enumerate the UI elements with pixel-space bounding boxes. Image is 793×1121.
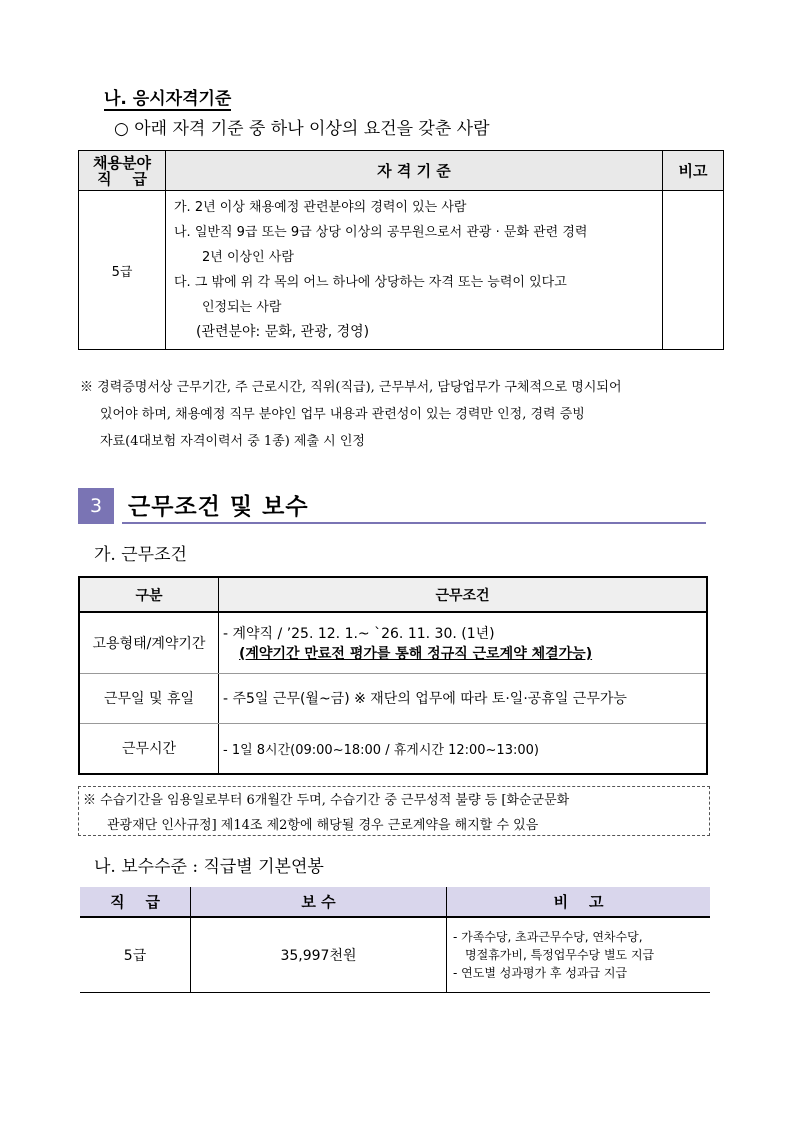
- note-line: 자료(4대보험 자격이력서 중 1종) 제출 시 인정: [100, 434, 365, 449]
- note-line: ※ 수습기간을 임용일로부터 6개월간 두며, 수습기간 중 근무성적 불량 등 [화순군문화: [83, 793, 570, 808]
- salary-table: [80, 887, 710, 993]
- criteria-item: 인정되는 사람: [202, 300, 282, 315]
- criteria-item: 나. 일반직 9급 또는 9급 상당 이상의 공무원으로서 관광 · 문화 관련 경력: [174, 225, 588, 240]
- header-grade: 직 급: [80, 887, 191, 917]
- row-label-hours: 근무시간: [79, 723, 219, 774]
- section-underline: [122, 522, 706, 524]
- remark-line: 명절휴가비, 특정업무수당 별도 지급: [465, 948, 655, 962]
- section-number: 3: [78, 488, 114, 524]
- qualification-intro: ○ 아래 자격 기준 중 하나 이상의 요건을 갖춘 사람: [114, 119, 490, 139]
- salary-amount: 35,997천원: [191, 917, 447, 993]
- row-value-employment: [219, 612, 708, 673]
- note-line: 있어야 하며, 채용예정 직무 분야인 업무 내용과 관련성이 있는 경력만 인정, 경력 증빙: [100, 407, 585, 422]
- salary-grade: 5급: [80, 917, 191, 993]
- grade-cell: 5급: [79, 191, 166, 350]
- salary-heading: 나. 보수수준 : 직급별 기본연봉: [94, 857, 324, 877]
- career-note: [80, 374, 730, 455]
- note-line: ※ 경력증명서상 근무기간, 주 근로시간, 직위(직급), 근무부서, 담당업무가 구체적으로 명시되어: [80, 380, 622, 395]
- note-line: 관광재단 인사규정] 제14조 제2항에 해당될 경우 근로계약을 해지할 수 있음: [107, 818, 539, 833]
- conversion-note: (계약기간 만료전 평가를 통해 정규직 근로계약 체결가능): [239, 645, 593, 662]
- remark-line: - 가족수당, 초과근무수당, 연차수당,: [453, 930, 643, 944]
- salary-remarks: [447, 917, 711, 993]
- remark-line: - 연도별 성과평가 후 성과급 지급: [453, 966, 628, 980]
- header-category: 구분: [79, 577, 219, 612]
- header-conditions: 근무조건: [219, 577, 708, 612]
- row-label-workdays: 근무일 및 휴일: [79, 673, 219, 723]
- qualification-table: [78, 150, 724, 350]
- criteria-item: 2년 이상인 사람: [202, 250, 294, 265]
- row-label-employment: 고용형태/계약기간: [79, 612, 219, 673]
- section-title: 근무조건 및 보수: [128, 494, 309, 520]
- header-field-grade: 채용분야 직 급: [79, 151, 166, 191]
- qualification-heading: 나. 응시자격기준: [104, 89, 232, 109]
- header-remark: 비고: [663, 151, 724, 191]
- employment-period: - 계약직 / ’25. 12. 1.~ `26. 11. 30. (1년): [223, 625, 495, 642]
- criteria-item: 가. 2년 이상 채용예정 관련분야의 경력이 있는 사람: [174, 200, 467, 215]
- header-pay: 보 수: [191, 887, 447, 917]
- header-criteria: 자 격 기 준: [166, 151, 663, 191]
- remark-cell: [663, 191, 724, 350]
- related-fields: (관련분야: 문화, 관광, 경영): [196, 324, 370, 340]
- row-value-workdays: - 주5일 근무(월~금) ※ 재단의 업무에 따라 토·일·공휴일 근무가능: [219, 673, 708, 723]
- criteria-item: 다. 그 밖에 위 각 목의 어느 하나에 상당하는 자격 또는 능력이 있다고: [174, 275, 567, 290]
- criteria-cell: [166, 191, 663, 350]
- header-remarks: 비 고: [447, 887, 711, 917]
- probation-note: [78, 786, 710, 836]
- working-conditions-table: [78, 576, 708, 775]
- row-value-hours: - 1일 8시간(09:00~18:00 / 휴게시간 12:00~13:00): [223, 742, 539, 758]
- working-conditions-heading: 가. 근무조건: [94, 545, 187, 565]
